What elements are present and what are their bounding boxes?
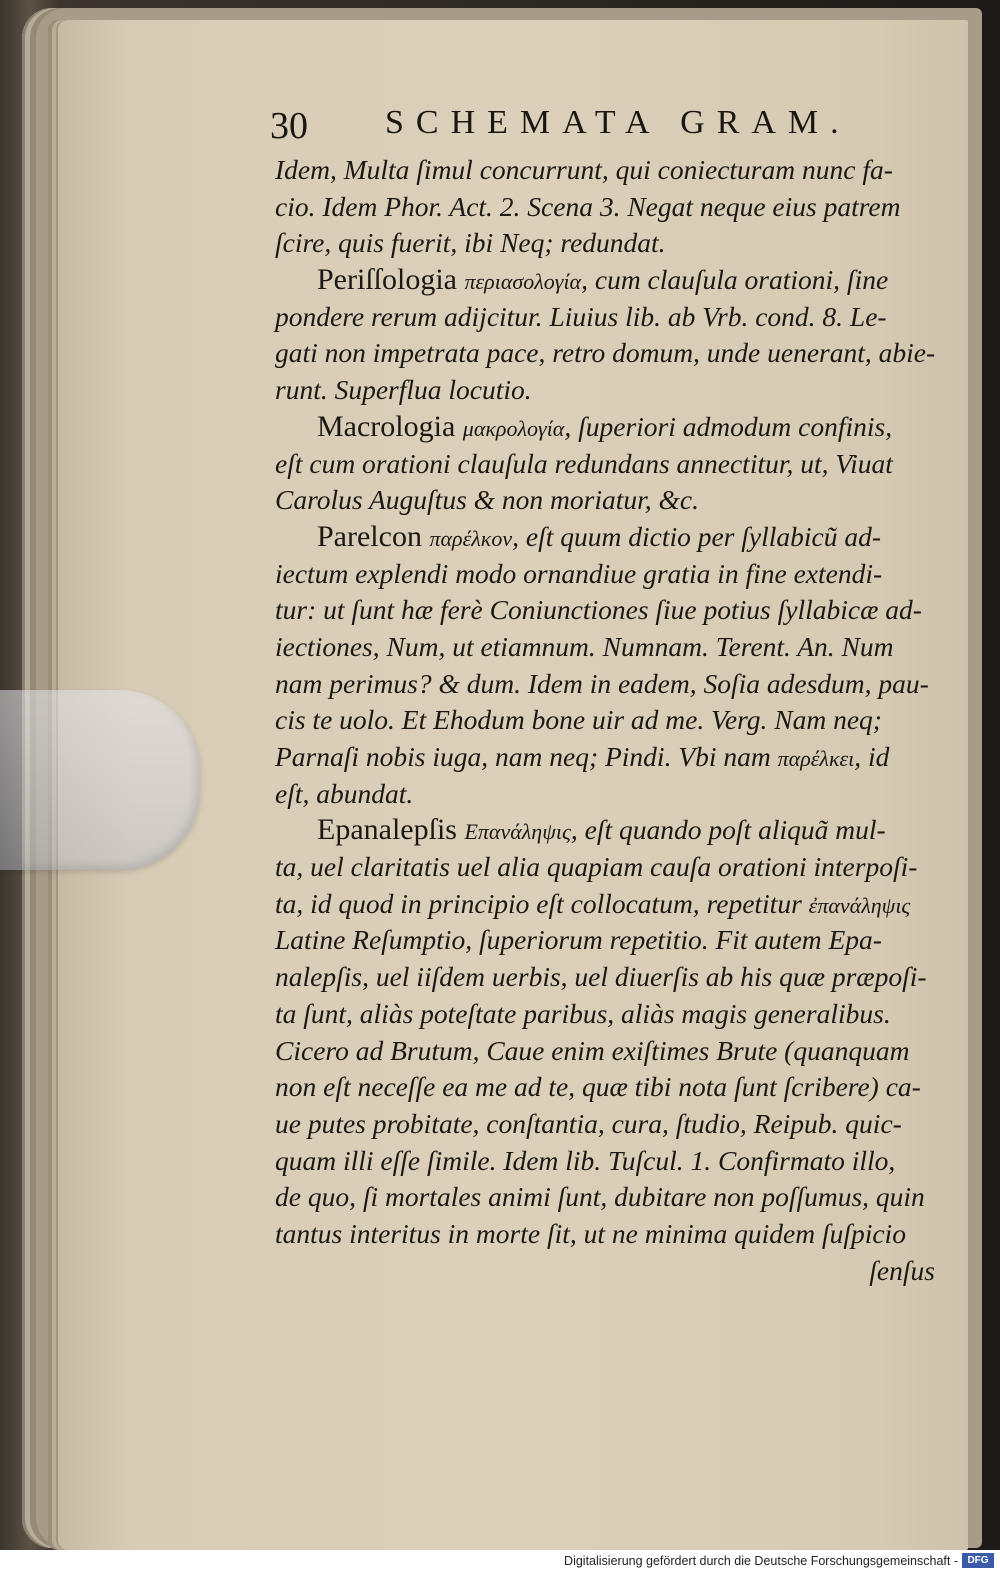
text-segment: Parnaſi nobis iuga, nam neq; Pindi. Vbi nam [275, 741, 778, 772]
greek-term: Επανάληψις [464, 819, 571, 845]
text-segment: iectiones, Num, ut etiamnum. Numnam. Terent. An. Num [275, 630, 894, 662]
lemma-term: Macrologia [317, 409, 463, 443]
lemma-term: Periſſologia [317, 263, 465, 297]
text-line [275, 262, 943, 299]
text-line [275, 152, 943, 189]
text-segment: cio. Idem Phor. Act. 2. Scena 3. Negat neque eius patrem [275, 190, 901, 222]
body-text [275, 152, 943, 1289]
footer-bar [0, 1550, 1000, 1572]
text-segment: , id [854, 741, 890, 772]
greek-term: μακρολογία [462, 415, 565, 441]
text-segment: quam illi eſſe ſimile. Idem lib. Tuſcul. 1. Confirmato illo, [275, 1144, 896, 1176]
text-segment: , ſuperiori admodum confinis, [564, 410, 893, 442]
text-line [275, 922, 943, 959]
footer-credit: Digitalisierung gefördert durch die Deutsche Forschungsgemeinschaft - [564, 1554, 958, 1568]
text-line [275, 702, 943, 739]
text-segment: , eſt quum dictio per ſyllabicũ ad- [512, 520, 882, 552]
greek-term: ἐπανάληψις [808, 892, 911, 918]
text-segment: ta, id quod in principio eſt collocatum, repetitur [275, 887, 809, 919]
text-line [275, 886, 943, 923]
text-segment: nalepſis, uel iiſdem uerbis, uel diuerſis ab his quæ præpoſi- [275, 961, 927, 993]
text-line [275, 1179, 943, 1216]
text-segment: nam perimus? & dum. Idem in eadem, Soſia adesdum, pau- [275, 667, 929, 699]
page-number: 30 [270, 105, 308, 147]
text-line [275, 996, 943, 1033]
text-segment: Latine Reſumptio, ſuperiorum repetitio. Fit autem Epa- [275, 924, 882, 956]
text-line [275, 519, 943, 556]
text-line [275, 592, 943, 629]
text-segment: iectum explendi modo ornandiue gratia in fine extendi- [275, 557, 883, 589]
text-line [275, 849, 943, 886]
text-segment: Cicero ad Brutum, Caue enim exiſtimes Brute (quanquam [275, 1034, 910, 1066]
lemma-term: Parelcon [317, 519, 430, 553]
text-segment: ta, uel claritatis uel alia quapiam cauſa orationi interpoſi- [275, 851, 918, 883]
running-title: SCHEMATA GRAM. [385, 104, 851, 141]
text-line [275, 1106, 943, 1143]
greek-term: παρέλκει [777, 746, 855, 771]
text-line [275, 446, 943, 483]
text-segment: ta ſunt, aliàs poteſtate paribus, aliàs magis generalibus. [275, 997, 891, 1029]
text-segment: eſt, abundat. [275, 777, 414, 809]
text-segment: Idem, Multa ſimul concurrunt, qui coniecturam nunc fa- [275, 154, 893, 185]
text-segment: , cum clauſula orationi, ſine [581, 264, 889, 296]
text-line [275, 556, 943, 593]
text-line [275, 1033, 943, 1070]
text-line [275, 776, 943, 813]
text-segment: pondere rerum adijcitur. Liuius lib. ab Vrb. cond. 8. Le- [275, 300, 887, 332]
text-line [275, 225, 943, 262]
text-line [275, 959, 943, 996]
text-line [275, 1143, 943, 1180]
text-line [275, 409, 943, 446]
text-line [275, 812, 943, 849]
dfg-logo: DFG [962, 1553, 994, 1568]
text-line [275, 1216, 943, 1253]
page-clip [0, 690, 200, 870]
text-segment: ſenſus [869, 1254, 935, 1286]
text-segment: tur: ut ſunt hæ ferè Coniunctiones ſiue potius ſyllabicæ ad- [275, 594, 922, 626]
text-line [275, 335, 943, 372]
text-line [275, 189, 943, 226]
page-header [270, 104, 900, 154]
lemma-term: Epanalepſis [317, 813, 465, 847]
greek-term: περιασολογία [464, 269, 582, 295]
text-line [275, 629, 943, 666]
text-segment: ſcire, quis fuerit, ibi Neq; redundat. [275, 227, 666, 259]
text-segment: de quo, ſi mortales animi ſunt, dubitare non poſſumus, quin [275, 1181, 925, 1213]
text-line [275, 482, 943, 519]
text-line [275, 299, 943, 336]
text-segment: ue putes probitate, conſtantia, cura, ſtudio, Reipub. quic- [275, 1107, 902, 1139]
text-segment: gati non impetrata pace, retro domum, unde uenerant, abie- [275, 337, 936, 369]
text-line [275, 666, 943, 703]
text-line [275, 1069, 943, 1106]
text-segment: non eſt neceſſe ea me ad te, quæ tibi nota ſunt ſcribere) ca- [275, 1071, 921, 1103]
text-segment: , eſt quando poſt aliquã mul- [570, 814, 886, 846]
text-segment: runt. Superflua locutio. [275, 374, 532, 406]
text-segment: cis te uolo. Et Ehodum bone uir ad me. Verg. Nam neq; [275, 704, 882, 736]
text-line [275, 372, 943, 409]
text-line [275, 739, 943, 776]
text-segment: Carolus Auguſtus & non moriatur, &c. [275, 484, 700, 516]
greek-term: παρέλκον [429, 525, 513, 551]
text-line [275, 1253, 943, 1290]
text-segment: tantus interitus in morte ſit, ut ne minima quidem ſuſpicio [275, 1217, 906, 1249]
text-segment: eſt cum orationi clauſula redundans annectitur, ut, Viuat [275, 447, 893, 479]
